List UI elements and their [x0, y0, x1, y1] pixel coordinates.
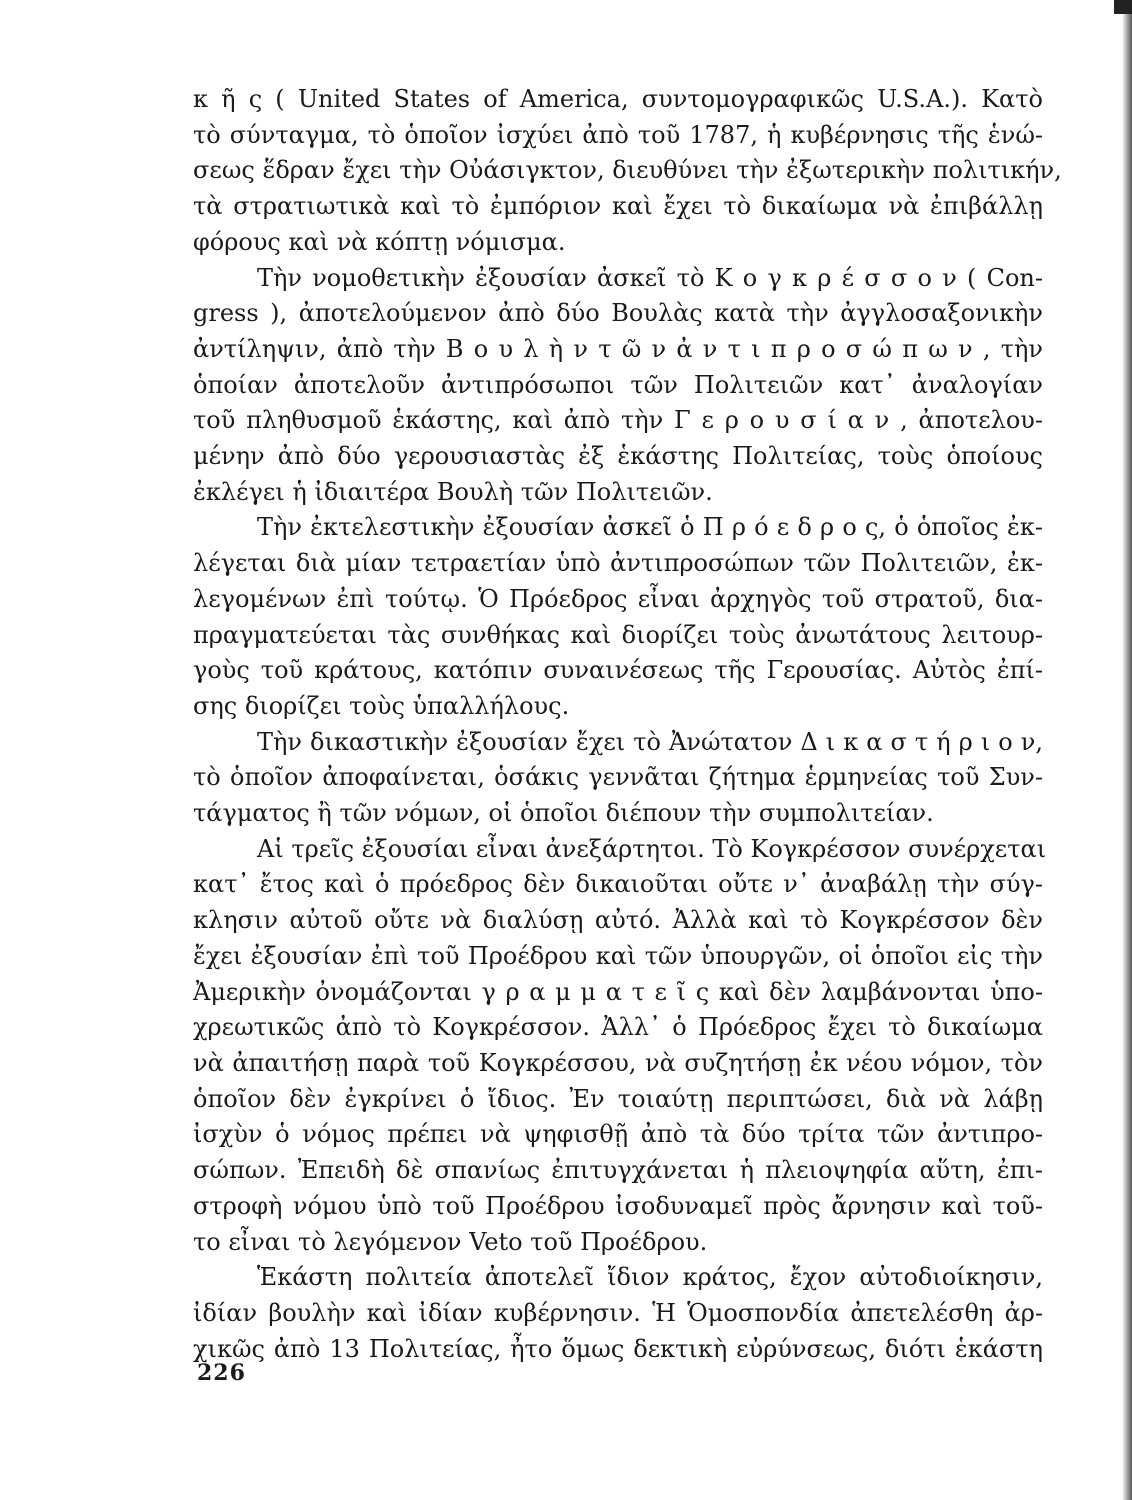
text-line: νὰ ἀπαιτήσῃ παρὰ τοῦ Κογκρέσσου, νὰ συζητήσῃ ἐκ νέου νόμον, τὸν — [193, 1048, 1043, 1077]
text-line: κλησιν αὐτοῦ οὔτε νὰ διαλύσῃ αὐτό. Ἀλλὰ καὶ τὸ Κογκρέσσον δὲν — [193, 906, 1043, 935]
text-line: γοὺς τοῦ κράτους, κατόπιν συναινέσεως τῆς Γερουσίας. Αὐτὸς ἐπί- — [193, 656, 1043, 685]
text-line: Ἑκάστη πολιτεία ἀποτελεῖ ἴδιον κράτος, ἔχον αὐτοδιοίκησιν, — [257, 1263, 1043, 1292]
text-line: ἔχει ἐξουσίαν ἐπὶ τοῦ Προέδρου καὶ τῶν ὑπουργῶν, οἱ ὁποῖοι εἰς τὴν — [193, 941, 1043, 970]
text-line: κατ᾽ ἔτος καὶ ὁ πρόεδρος δὲν δικαιοῦται οὔτε ν᾽ ἀναβάλῃ τὴν σύγ- — [193, 870, 1043, 899]
text-line: τάγματος ἢ τῶν νόμων, οἱ ὁποῖοι διέπουν τὴν συμπολιτείαν. — [193, 799, 934, 828]
text-line: τοῦ πληθυσμοῦ ἑκάστης, καὶ ἀπὸ τὴν Γ ε ρ ο υ σ ί α ν , ἀποτελου- — [193, 406, 1043, 435]
text-line: ἀντίληψιν, ἀπὸ τὴν Β ο υ λ ὴ ν τ ῶ ν ἀ ν τ ι π ρ ο σ ώ π ω ν , τὴν — [193, 334, 1043, 363]
body-text — [193, 82, 1062, 1367]
text-line: σης διορίζει τοὺς ὑπαλλήλους. — [193, 691, 570, 720]
text-line: μένην ἀπὸ δύο γερουσιαστὰς ἐξ ἑκάστης Πολιτείας, τοὺς ὁποίους — [193, 442, 1043, 471]
text-line: χικῶς ἀπὸ 13 Πολιτείας, ἦτο ὅμως δεκτικὴ εὐρύνσεως, διότι ἑκάστη — [193, 1334, 1043, 1363]
text-line: τὸ σύνταγμα, τὸ ὁποῖον ἰσχύει ἀπὸ τοῦ 1787, ἡ κυβέρνησις τῆς ἑνώ- — [193, 120, 1043, 149]
text-line: χρεωτικῶς ἀπὸ τὸ Κογκρέσσον. Ἀλλ᾽ ὁ Πρόεδρος ἔχει τὸ δικαίωμα — [193, 1013, 1043, 1042]
text-line: Αἱ τρεῖς ἐξουσίαι εἶναι ἀνεξάρτητοι. Τὸ Κογκρέσσον συνέρχεται — [257, 834, 1047, 863]
text-line: ἰδίαν βουλὴν καὶ ἰδίαν κυβέρνησιν. Ἡ Ὁμοσπονδία ἀπετελέσθη ἀρ- — [193, 1298, 1043, 1327]
text-line: ὁποίαν ἀποτελοῦν ἀντιπρόσωποι τῶν Πολιτειῶν κατ᾽ ἀναλογίαν — [193, 370, 1043, 399]
text-line: τὰ στρατιωτικὰ καὶ τὸ ἐμπόριον καὶ ἔχει τὸ δικαίωμα νὰ ἐπιβάλλῃ — [193, 192, 1043, 221]
text-line: φόρους καὶ νὰ κόπτῃ νόμισμα. — [193, 227, 566, 256]
text-line: το εἶναι τὸ λεγόμενον Veto τοῦ Προέδρου. — [193, 1227, 708, 1256]
text-line: ἰσχὺν ὁ νόμος πρέπει νὰ ψηφισθῇ ἀπὸ τὰ δύο τρίτα τῶν ἀντιπρο- — [193, 1120, 1043, 1149]
text-line: κ ῆ ς ( United States of America, συντομογραφικῶς U.S.A.). Κατὸ — [193, 85, 1043, 113]
text-line: τὸ ὁποῖον ἀποφαίνεται, ὁσάκις γεννᾶται ζήτημα ἑρμηνείας τοῦ Συν- — [193, 763, 1043, 792]
text-line: Τὴν νομοθετικὴν ἐξουσίαν ἀσκεῖ τὸ Κ ο γ κ ρ έ σ σ ο ν ( Con- — [257, 263, 1043, 292]
text-line: Ἀμερικὴν ὀνομάζονται γ ρ α μ μ α τ ε ῖ ς καὶ δὲν λαμβάνονται ὑπο- — [193, 977, 1043, 1006]
page-edge-mark — [1114, 0, 1132, 14]
page-number: 226 — [197, 1360, 246, 1386]
text-line: σώπων. Ἐπειδὴ δὲ σπανίως ἐπιτυγχάνεται ἡ πλειοψηφία αὕτη, ἐπι- — [193, 1156, 1043, 1185]
page-edge-shadow — [1122, 0, 1132, 1500]
text-line: Τὴν ἐκτελεστικὴν ἐξουσίαν ἀσκεῖ ὁ Π ρ ό ε δ ρ ο ς, ὁ ὁποῖος ἐκ- — [257, 513, 1043, 542]
text-line: σεως ἕδραν ἔχει τὴν Οὐάσιγκτον, διευθύνει τὴν ἐξωτερικὴν πολιτικήν, — [193, 156, 1062, 185]
text-line: στροφὴ νόμου ὑπὸ τοῦ Προέδρου ἰσοδυναμεῖ πρὸς ἄρνησιν καὶ τοῦ- — [193, 1191, 1043, 1220]
text-line: ἐκλέγει ἡ ἰδιαιτέρα Βουλὴ τῶν Πολιτειῶν. — [193, 477, 713, 506]
text-line: Τὴν δικαστικὴν ἐξουσίαν ἔχει τὸ Ἀνώτατον Δ ι κ α σ τ ή ρ ι ο ν, — [257, 727, 1043, 756]
text-line: πραγματεύεται τὰς συνθήκας καὶ διορίζει τοὺς ἀνωτάτους λειτουρ- — [193, 620, 1043, 649]
text-line: λεγομένων ἐπὶ τούτῳ. Ὁ Πρόεδρος εἶναι ἀρχηγὸς τοῦ στρατοῦ, δια- — [193, 584, 1043, 613]
text-line: ὁποῖον δὲν ἐγκρίνει ὁ ἴδιος. Ἐν τοιαύτῃ περιπτώσει, διὰ νὰ λάβῃ — [193, 1084, 1043, 1113]
text-line: λέγεται διὰ μίαν τετραετίαν ὑπὸ ἀντιπροσώπων τῶν Πολιτειῶν, ἐκ- — [193, 549, 1043, 578]
text-line: gress ), ἀποτελούμενον ἀπὸ δύο Βουλὰς κατὰ τὴν ἀγγλοσαξονικὴν — [193, 299, 1043, 328]
